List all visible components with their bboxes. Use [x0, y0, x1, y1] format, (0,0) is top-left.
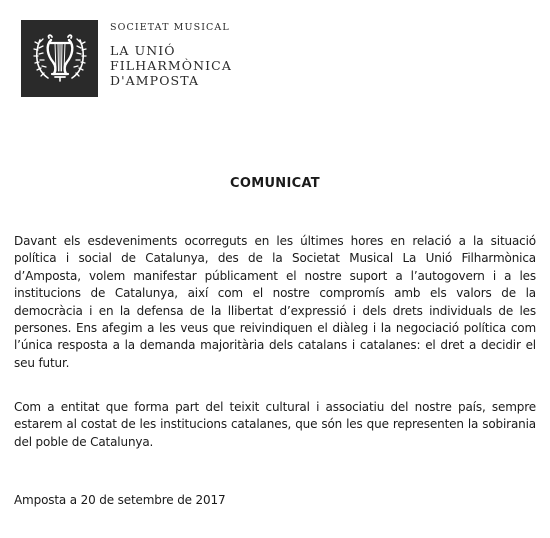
organization-line-2: LA UNIÓ [110, 43, 176, 58]
lyre-icon [27, 26, 93, 92]
paragraph-2: Com a entitat que forma part del teixit cultural i associatiu del nostre país, sempre estarem al costat de les institucions catalanes, que són les que representen la sobirania del poble de Catalunya. [14, 400, 536, 449]
dateline: Amposta a 20 de setembre de 2017 [14, 493, 226, 507]
letterhead [21, 20, 232, 97]
organization-name [110, 20, 232, 88]
logo [21, 20, 98, 97]
paragraph-1: Davant els esdeveniments ocorreguts en les últimes hores en relació a la situació política i social de Catalunya, des de la Societat Musical La Unió Filharmònica d’Amposta, volem manifestar públicament el nostre suport a l’autogovern i a les institucions de Catalunya, així com el nostre compromís amb els valors de la democràcia i en la defensa de la llibertat d’expressió i dels drets individuals de les persones. Ens afegim a les veus que reivindiquen el diàleg i la negociació política com l’única resposta a la demanda majoritària dels catalans i catalanes: el dret a decidir el seu futur. [14, 234, 536, 370]
organization-line-3: FILHARMÒNICA [110, 58, 232, 73]
organization-line-1: SOCIETAT MUSICAL [110, 22, 230, 33]
organization-main-name [110, 43, 232, 88]
organization-line-4: D'AMPOSTA [110, 73, 200, 88]
document-title: COMUNICAT [230, 176, 320, 191]
